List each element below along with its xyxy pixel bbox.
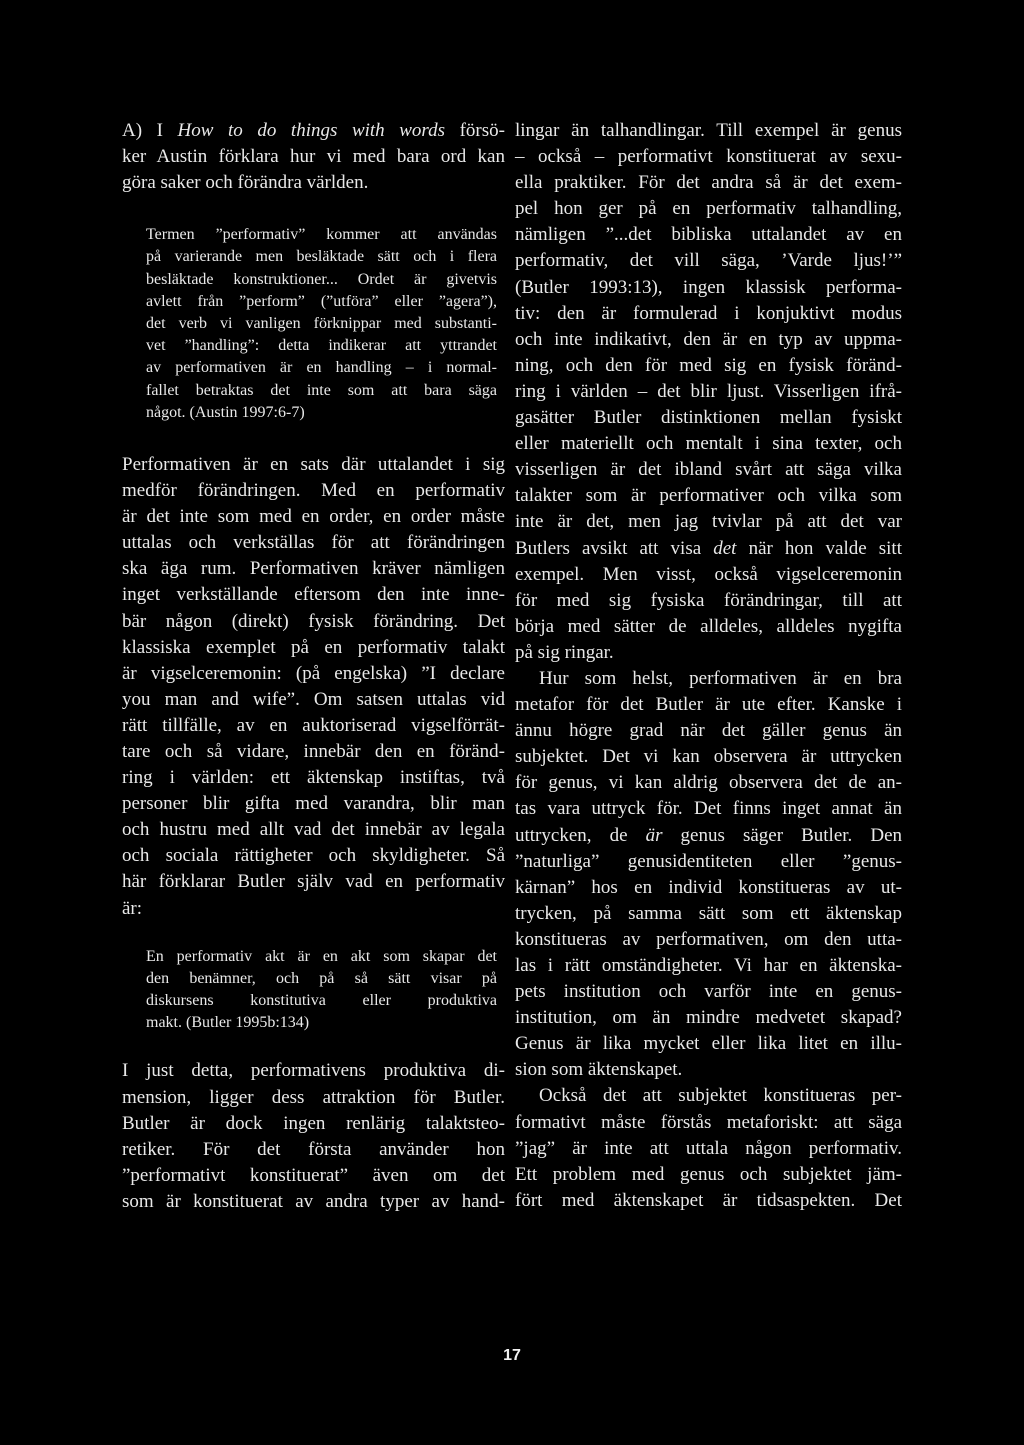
text-line: uttalas och verkställas för att förändringen [122, 532, 505, 554]
text-line: pets institution och varför inte en genus- [515, 981, 902, 1003]
text-line: ännu högre grad när det gäller genus än [515, 720, 902, 742]
text-line: Butler är dock ingen renlärig talaktsteo- [122, 1112, 505, 1134]
right-paragraph-3 [515, 1083, 902, 1213]
text-line: som är konstituerat av andra typer av hand- [122, 1190, 505, 1212]
quote-line: fallet betraktas det inte som att bara säga [146, 381, 497, 399]
intro-paragraph [122, 118, 505, 196]
text-line: är det inte som med en order, en order måste [122, 506, 505, 528]
text-line: kärnan” hos en individ konstitueras av ut- [515, 876, 902, 898]
text-line: konstitueras av performativen, om den utta- [515, 928, 902, 950]
text-line: you man and wife”. Om satsen uttalas vid [122, 688, 505, 710]
text-line: ska äga rum. Performativen kräver nämligen [122, 558, 505, 580]
text-line: tiv: den är formulerad i konjuktivt modus [515, 302, 902, 324]
quote-line: diskursens konstitutiva eller produktiva [146, 992, 497, 1010]
text-line: subjektet. Det vi kan observera är uttrycken [515, 746, 902, 768]
text-line: performativ, det vill säga, ’Varde ljus!’” [515, 250, 902, 272]
text-line: tare och så vidare, innebär den en föränd- [122, 741, 505, 762]
text-line: Hur som helst, performativen är en bra [539, 667, 902, 689]
text-line: för med sig fysiska förändringar, till att [515, 589, 902, 611]
text-line: här förklarar Butler själv vad en performativ [122, 871, 505, 893]
quote-line: på varierande men besläktade sätt och i flera [146, 248, 497, 266]
text-line: tas vara uttryck för. Det finns inget annat än [515, 798, 902, 820]
text-line: inget verkställande eftersom den inte inne- [122, 584, 505, 606]
text-line: Ett problem med genus och subjektet jäm- [515, 1163, 902, 1185]
text-line: Butlers avsikt att visa det när hon valde sitt [515, 537, 902, 559]
quote-line: En performativ akt är en akt som skapar det [146, 947, 497, 965]
text-line: ”performativt konstituerat” även om det [122, 1164, 505, 1186]
text-line: inte är det, men jag tvivlar på att det var [515, 511, 902, 533]
text-line: för genus, vi kan aldrig observera det de an- [515, 772, 902, 794]
quote-line: vet ”handling”: detta indikerar att yttrandet [146, 337, 497, 355]
text-line: – också – performativt konstituerat av sexu- [515, 146, 902, 168]
text-line: retiker. För det första använder hon [122, 1138, 505, 1160]
text-line: Också det att subjektet konstitueras per- [539, 1085, 902, 1107]
text-line: gasätter Butler distinktionen mellan fysiskt [515, 407, 902, 429]
text-line: Genus är lika mycket eller lika litet en illu- [515, 1033, 902, 1055]
text-line: sion som äktenskapet. [515, 1059, 683, 1081]
text-line: talakter som är performativer och vilka som [515, 485, 902, 507]
text-line: uttrycken, de är genus säger Butler. Den [515, 824, 903, 846]
quote-line: av performativen är en handling – i normal- [146, 359, 497, 377]
text-line: göra saker och förändra världen. [122, 172, 369, 194]
quote-line: makt. (Butler 1995b:134) [146, 1014, 310, 1032]
left-column [122, 118, 505, 1215]
text-line: (Butler 1993:13), ingen klassisk performa- [515, 276, 902, 298]
quote-line: avlett från ”perform” (”utföra” eller ”agera”), [146, 292, 497, 310]
text-line: mension, ligger dess attraktion för Butler. [122, 1086, 505, 1108]
right-paragraph-2 [515, 666, 902, 1084]
quote-line: den benämner, och på så sätt visar på [146, 969, 497, 987]
text-line: och hustru med allt vad det innebär av legala [122, 819, 505, 841]
text-line: nämligen ”...det bibliska uttalandet av en [515, 224, 902, 246]
block-quote-butler [146, 946, 497, 1035]
text-line: börja med sätter de alldeles, alldeles nygifta [515, 615, 902, 637]
right-column [515, 118, 902, 1214]
body-paragraph [122, 452, 505, 922]
text-line: las i rätt omständigheter. Vi har en äktenska- [515, 955, 902, 976]
quote-line: det verb vi vanligen förknippar med substanti- [146, 315, 497, 333]
text-line: eller materiellt och mentalt i sina texter, och [515, 433, 902, 455]
text-line: exempel. Men visst, också vigselceremonin [515, 563, 902, 585]
block-quote-austin [146, 224, 497, 424]
text-line: pel hon ger på en performativ talhandling, [515, 198, 902, 220]
text-line: på sig ringar. [515, 641, 614, 663]
closing-paragraph [122, 1058, 505, 1215]
quote-line: besläktade konstruktioner... Ordet är givetvis [146, 270, 497, 288]
text-line: klassiska exemplet på en performativ talakt [122, 636, 505, 658]
text-line: ker Austin förklara hur vi med bara ord kan [122, 146, 505, 168]
quote-line: Termen ”performativ” kommer att användas [146, 226, 497, 244]
text-line: fört med äktenskapet är tidsaspekten. Det [515, 1189, 902, 1211]
text-line: och inte indikativt, den är en typ av uppma- [515, 328, 902, 350]
text-line: ”naturliga” genusidentiteten eller ”genus- [515, 850, 902, 872]
text-line: visserligen är det ibland svårt att säga vilka [515, 459, 902, 481]
text-line: metafor för det Butler är ute efter. Kanske i [515, 694, 902, 716]
text-line: rätt tillfälle, av en auktoriserad vigselförrät- [122, 714, 505, 736]
text-line: ning, och den för med sig en fysisk föränd- [515, 354, 902, 376]
text-line: ring i världen – det blir ljust. Visserligen ifrå- [515, 380, 902, 402]
text-line: medför förändringen. Med en performativ [122, 480, 505, 502]
text-line: lingar än talhandlingar. Till exempel är genus [515, 120, 902, 141]
text-line: trycken, på samma sätt som ett äktenskap [515, 902, 902, 924]
right-paragraph-1 [515, 118, 902, 666]
text-line: institution, om än mindre medvetet skapad? [515, 1007, 902, 1029]
text-line: personer blir gifta med varandra, blir man [122, 793, 505, 815]
text-line: formativt måste förstås metaforiskt: att säga [515, 1111, 902, 1133]
text-line: är: [122, 897, 143, 919]
text-line: bär någon (direkt) fysisk förändring. Det [122, 610, 505, 632]
text-line: och sociala rättigheter och skyldigheter. Så [122, 845, 505, 867]
text-line: är vigselceremonin: (på engelska) ”I declare [122, 662, 505, 684]
quote-line: något. (Austin 1997:6-7) [146, 403, 305, 421]
text-line: ring i världen: ett äktenskap instiftas, två [122, 767, 505, 789]
text-line: I just detta, performativens produktiva di- [122, 1060, 505, 1082]
page-number: 17 [503, 1347, 521, 1364]
text-line: Performativen är en sats där uttalandet i sig [122, 453, 505, 475]
text-line: A) I How to do things with words försö- [122, 120, 505, 141]
text-line: ella praktiker. För det andra så är det exem- [515, 172, 902, 194]
text-line: ”jag” är inte att uttala någon performativ. [515, 1137, 902, 1159]
